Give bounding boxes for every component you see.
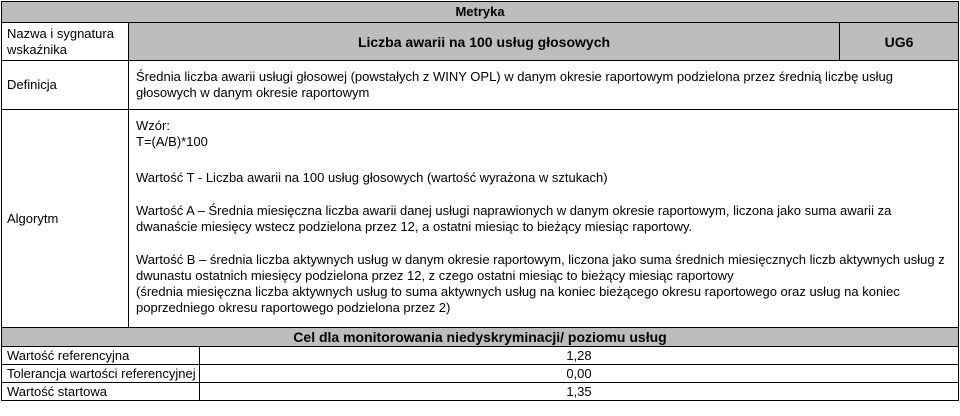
algorithm-label: Algorytm	[2, 110, 129, 328]
start-value-label: Wartość startowa	[2, 383, 200, 401]
reference-value: 1,28	[200, 347, 959, 365]
b-description-note: (średnia miesięczna liczba aktywnych usług to suma aktywnych usług na koniec bieżącego okresu raportowego oraz usług na koniec poprzedniego okresu raportowego podzielona przez 2)	[136, 284, 900, 315]
definition-label: Definicja	[2, 61, 129, 110]
metric-table	[1, 1, 959, 401]
algorithm-text	[129, 110, 959, 328]
table-title: Metryka	[2, 2, 959, 23]
start-value: 1,35	[200, 383, 959, 401]
reference-value-label: Wartość referencyjna	[2, 347, 200, 365]
indicator-name: Liczba awarii na 100 usług głosowych	[129, 23, 840, 61]
t-description: Wartość T - Liczba awarii na 100 usług głosowych (wartość wyrażona w sztukach)	[136, 170, 608, 185]
indicator-code: UG6	[840, 23, 959, 61]
tolerance-value: 0,00	[200, 365, 959, 383]
a-description: Wartość A – Średnia miesięczna liczba awarii danej usługi naprawionych w danym okresie raportowym, liczona jako suma awarii za dwanaście miesięcy wstecz podzielona przez 12, a ostatni miesiąc to bieżący miesiąc raportowy.	[136, 203, 892, 234]
target-header: Cel dla monitorowania niedyskryminacji/ poziomu usług	[2, 328, 959, 347]
name-label: Nazwa i sygnatura wskaźnika	[2, 23, 129, 61]
definition-text: Średnia liczba awarii usługi głosowej (powstałych z WINY OPL) w danym okresie raportowym podzielona przez średnią liczbę usług głosowych w danym okresie raportowym	[129, 61, 959, 110]
b-description: Wartość B – średnia liczba aktywnych usług w danym okresie raportowym, liczona jako suma średnich miesięcznych liczb aktywnych usług z dwunastu ostatnich miesięcy podzielona przez 12, z czego ostatni miesiąc to bieżący miesiąc raportowy	[136, 252, 945, 283]
tolerance-label: Tolerancja wartości referencyjnej	[2, 365, 200, 383]
formula-label: Wzór:	[136, 118, 170, 133]
formula: T=(A/B)*100	[136, 134, 208, 149]
